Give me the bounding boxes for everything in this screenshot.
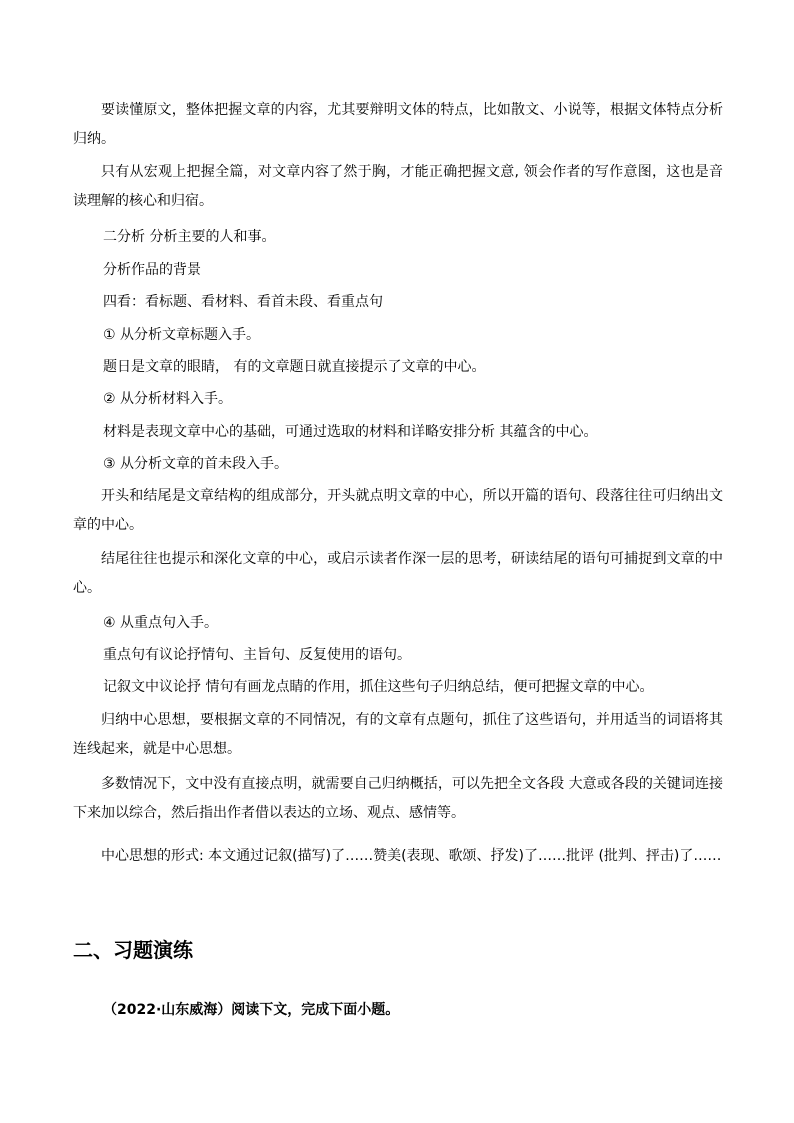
paragraph-macro-grasp: 只有从宏观上把握全篇，对文章内容了然于胸，才能正确把握文意, 领会作者的写作意图，这也是音读理解的核心和归宿。 [73, 164, 723, 209]
paragraph-central-idea-form: 中心思想的形式: 本文通过记叙(描写)了……赞美(表现、歌颂、抒发)了……批评 (批判、抨击)了…… [101, 848, 722, 864]
paragraph-opening-ending: 开头和结尾是文章结构的组成部分，开头就点明文章的中心，所以开篇的语句、段落往往可归纳出文章的中心。 [73, 488, 723, 533]
item-first-last-paragraph: ③ 从分析文章的首未段入手。 [103, 456, 289, 472]
paragraph-ending-deepen: 结尾往往也提示和深化文章的中心，或启示读者作深一层的思考，研读结尾的语句可捕捉到文章的中心。 [73, 551, 723, 596]
paragraph-summarize-central-idea: 归纳中心思想，要根据文章的不同情况，有的文章有点题句，抓住了这些语句，并用适当的词语将其连线起来，就是中心思想。 [73, 712, 723, 757]
paragraph-analyze-people-events: 二分析 分析主要的人和事。 [103, 229, 276, 245]
paragraph-read-original: 要读懂原文，整体把握文章的内容，尤其要辩明文体的特点，比如散文、小说等，根据文体特点分析归纳。 [73, 102, 723, 147]
section-heading-exercises: 二、习题演练 [73, 938, 193, 962]
paragraph-four-looks: 四看：看标题、看材料、看首未段、看重点句 [103, 294, 383, 310]
paragraph-mostly-implicit: 多数情况下，文中没有直接点明，就需要自己归纳概括，可以先把全文各段 大意或各段的关键词连接下来加以综合，然后指出作者借以表达的立场、观点、感情等。 [73, 776, 723, 821]
item-key-sentences: ④ 从重点句入手。 [103, 615, 219, 631]
paragraph-narrative-lyric: 记叙文中议论抒 情句有画龙点睛的作用，抓住这些句子归纳总结，便可把握文章的中心。 [103, 679, 654, 695]
item-title-analysis: ① 从分析文章标题入手。 [103, 327, 261, 343]
exercise-intro: （2022·山东威海）阅读下文，完成下面小题。 [103, 1002, 400, 1018]
paragraph-analyze-background: 分析作品的背景 [103, 262, 201, 278]
paragraph-title-eyes: 题日是文章的眼睛， 有的文章题日就直接提示了文章的中心。 [103, 359, 486, 375]
item-material-analysis: ② 从分析材料入手。 [103, 391, 233, 407]
paragraph-material-basis: 材料是表现文章中心的基础，可通过选取的材料和详略安排分析 其蕴含的中心。 [103, 424, 598, 440]
paragraph-key-sentence-types: 重点句有议论抒情句、主旨句、反复使用的语句。 [103, 647, 411, 663]
